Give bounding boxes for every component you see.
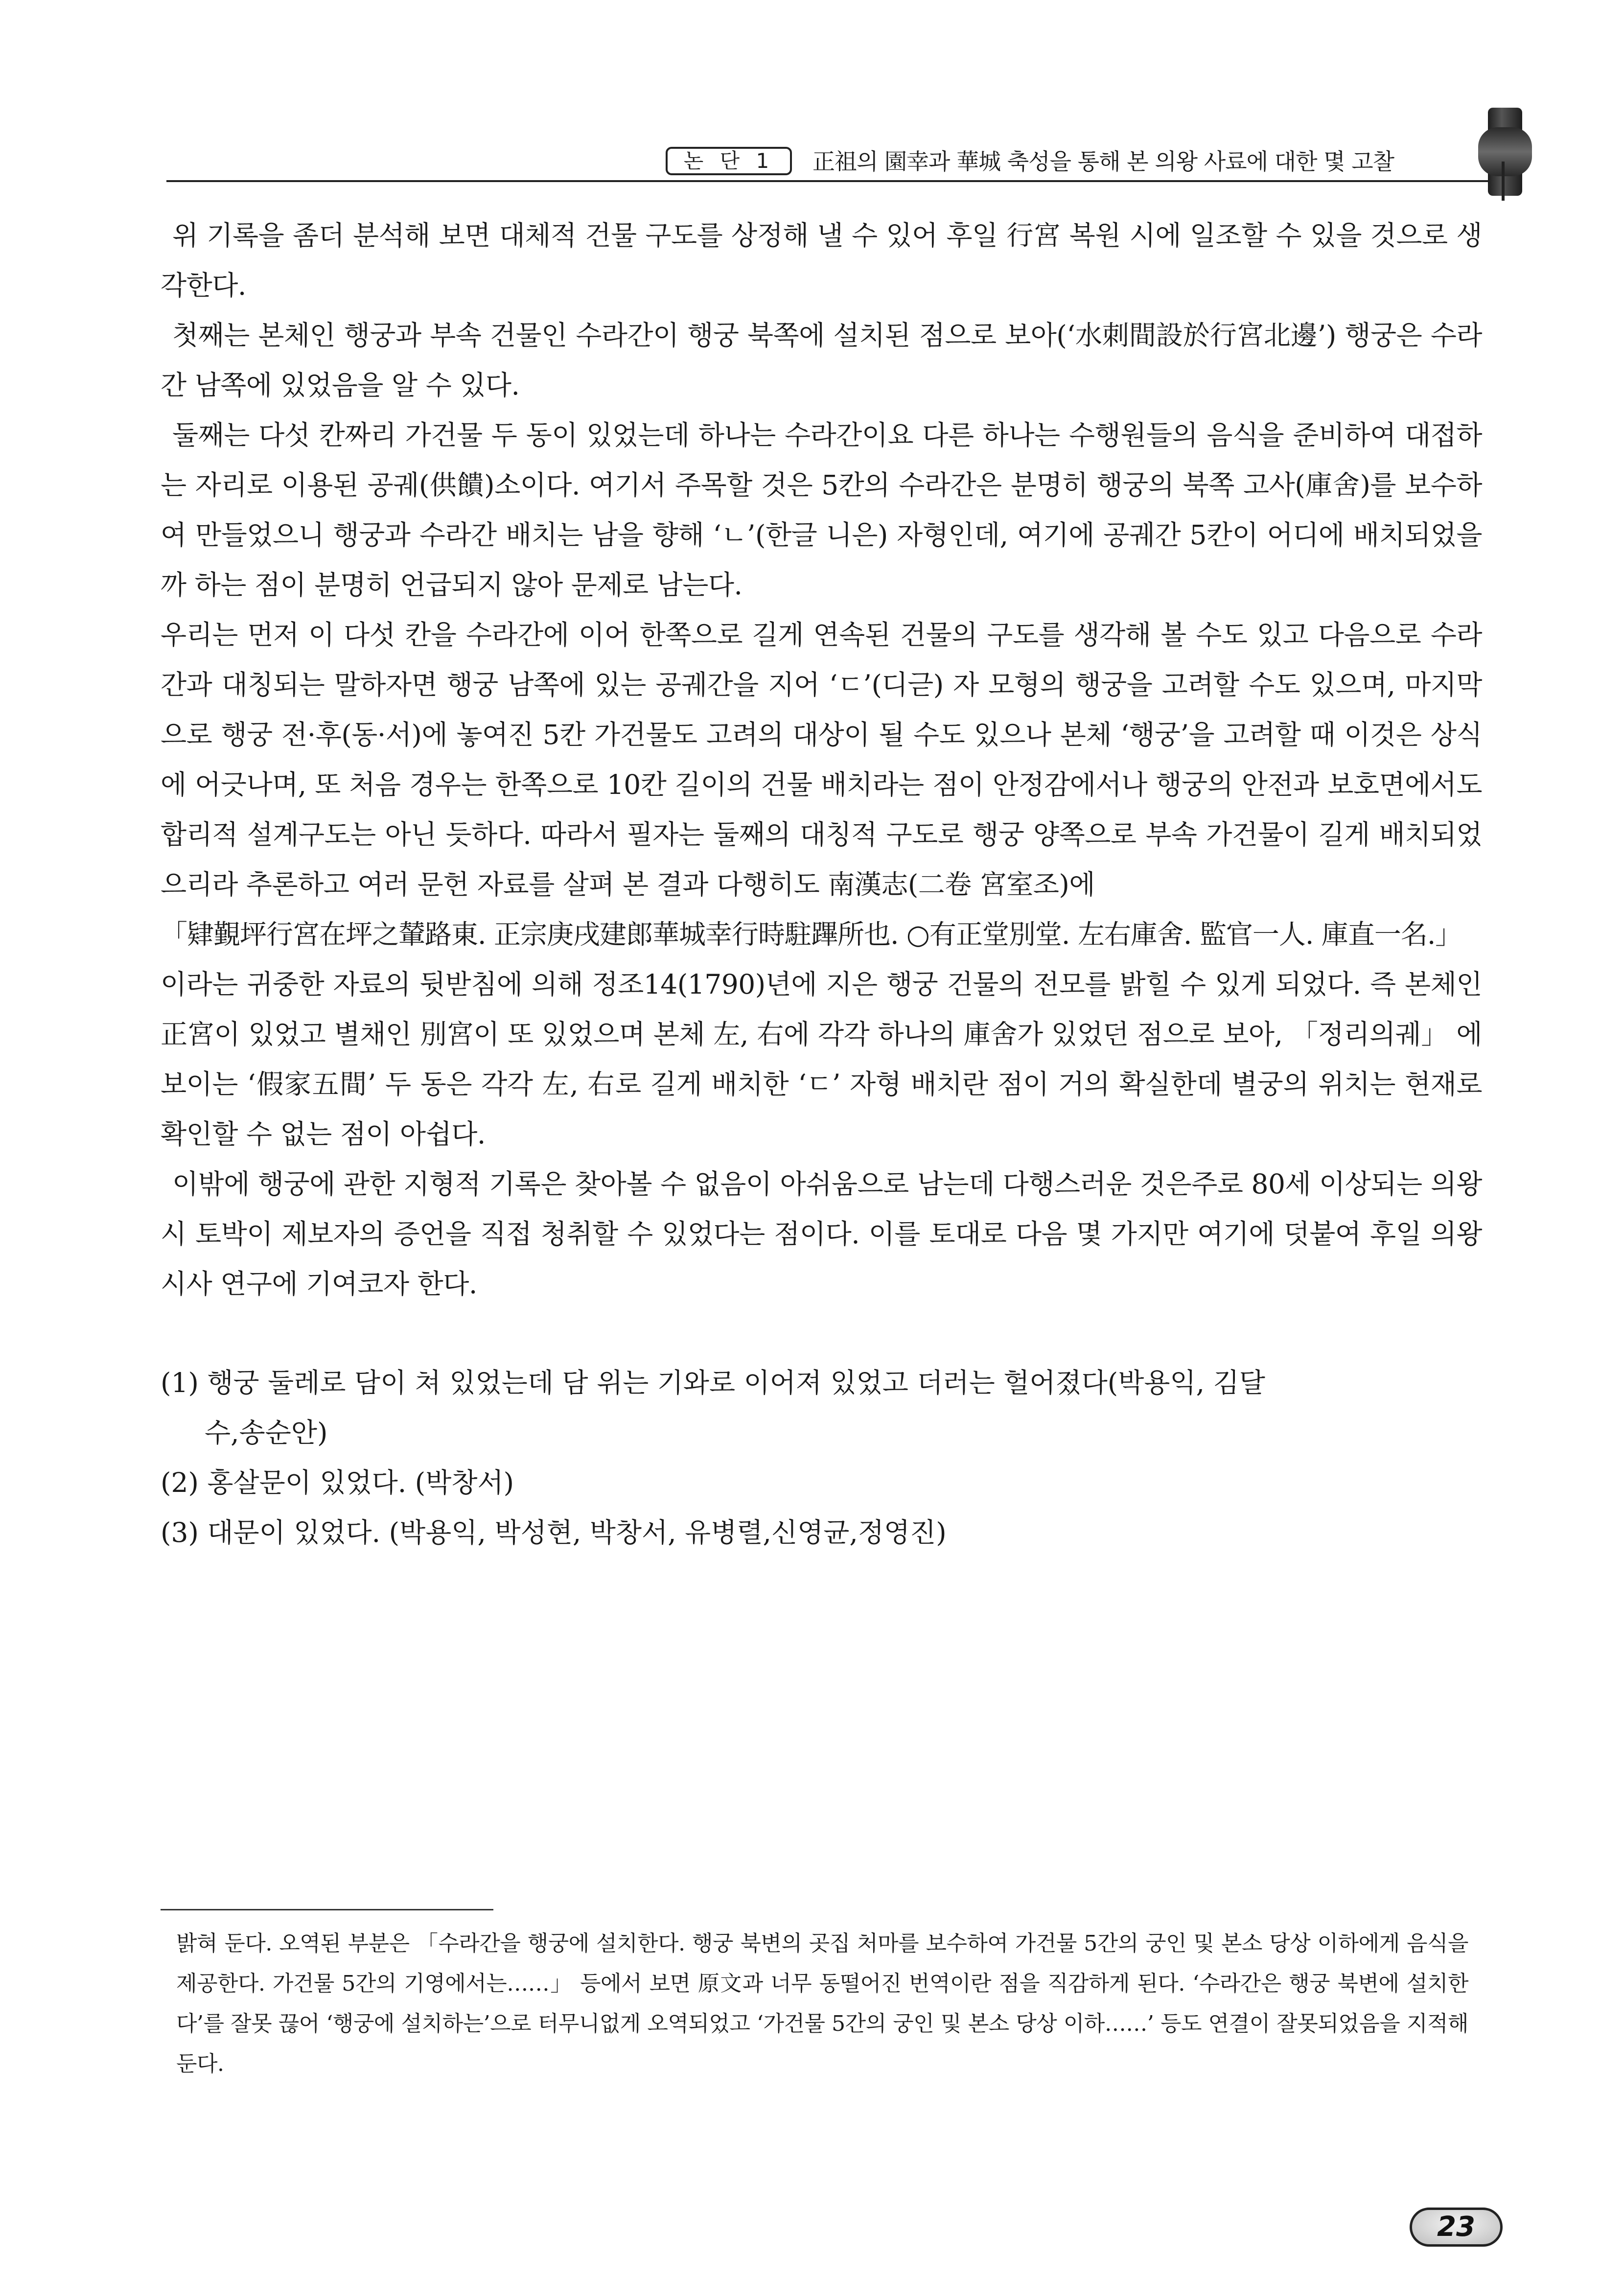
running-title: 正祖의 園幸과 華城 축성을 통해 본 의왕 사료에 대한 몇 고찰 (812, 148, 1394, 175)
list-item (161, 1458, 1482, 1508)
article-body (161, 210, 1482, 1557)
thumb-tab-stem (1502, 162, 1505, 201)
footnote-text: 밝혀 둔다. 오역된 부분은 「수라간을 행궁에 설치한다. 행궁 북변의 곳집 처마를 보수하여 가건물 5간의 궁인 및 본소 당상 이하에게 음식을 제공한다. 가건물 5간의 기영에서는……」 등에서 보면 原文과 너무 동떨어진 번역이란 점을 직감하게 된다. ‘수라간은 행궁 북변에 설치한다’를 잘못 끊어 ‘행궁에 설치하는’으로 터무니없게 오역되었고 ‘가건물 5간의 궁인 및 본소 당상 이하……’ 등도 연결이 잘못되었음을 지적해 둔다. (176, 1931, 1468, 2076)
body-paragraph: 첫째는 본체인 행궁과 부속 건물인 수라간이 행궁 북쪽에 설치된 점으로 보아(‘水刺間設於行宮北邊’) 행궁은 수라간 남쪽에 있었음을 알 수 있다. (161, 320, 1482, 401)
list-text: 홍살문이 있었다. (박창서) (207, 1467, 514, 1498)
body-paragraph: 위 기록을 좀더 분석해 보면 대체적 건물 구도를 상정해 낼 수 있어 후일 行宮 복원 시에 일조할 수 있을 것으로 생각한다. (161, 220, 1482, 301)
list-text: 대문이 있었다. (박용익, 박성현, 박창서, 유병렬,신영균,정영진) (207, 1517, 947, 1548)
list-item (161, 1508, 1482, 1557)
thumb-index-tab (1488, 108, 1522, 196)
section-tag: 논 단 1 (666, 147, 792, 175)
spacer (161, 1309, 1482, 1358)
list-text: 행궁 둘레로 담이 쳐 있었는데 담 위는 기와로 이어져 있었고 더러는 헐어졌다(박용익, 김달 (207, 1367, 1265, 1398)
list-number: (2) (161, 1467, 199, 1498)
header-rule (166, 180, 1503, 182)
page-number-badge (1410, 2208, 1503, 2247)
body-paragraph: 우리는 먼저 이 다섯 칸을 수라간에 이어 한쪽으로 길게 연속된 건물의 구도를 생각해 볼 수도 있고 다음으로 수라간과 대칭되는 말하자면 행궁 남쪽에 있는 공궤간을 지어 ‘ㄷ’(디귿) 자 모형의 행궁을 고려할 수도 있으며, 마지막으로 행궁 전·후(동·서)에 놓여진 5칸 가건물도 고려의 대상이 될 수도 있으나 본체 ‘행궁’을 고려할 때 이것은 상식에 어긋나며, 또 처음 경우는 한쪽으로 10칸 길이의 건물 배치라는 점이 안정감에서나 행궁의 안전과 보호면에서도 합리적 설계구도는 아닌 듯하다. 따라서 필자는 둘째의 대칭적 구도로 행궁 양쪽으로 부속 가건물이 길게 배치되었으리라 추론하고 여러 문헌 자료를 살펴 본 결과 다행히도 南漢志(二卷 宮室조)에 (161, 619, 1482, 900)
page-number: 23 (1437, 2211, 1475, 2243)
body-paragraph: 이밖에 행궁에 관한 지형적 기록은 찾아볼 수 없음이 아쉬움으로 남는데 다행스러운 것은주로 80세 이상되는 의왕시 토박이 제보자의 증언을 직접 청취할 수 있었다는 점이다. 이를 토대로 다음 몇 가지만 여기에 덧붙여 후일 의왕시사 연구에 기여코자 한다. (161, 1168, 1482, 1300)
quoted-source-passage: 「肄覲坪行宮在坪之輦路東. 正宗庚戌建郎華城幸行時駐蹕所也. ○有正堂別堂. 左右庫舍. 監官一人. 庫直一名.」 (161, 919, 1462, 950)
list-item-continuation: 수,송순안) (205, 1417, 328, 1448)
body-paragraph: 이라는 귀중한 자료의 뒷받침에 의해 정조14(1790)년에 지은 행궁 건물의 전모를 밝힐 수 있게 되었다. 즉 본체인 正宮이 있었고 별채인 別宮이 또 있었으며 본체 左, 右에 각각 하나의 庫舍가 있었던 점으로 보아, 「정리의궤」 에 보이는 ‘假家五間’ 두 동은 각각 左, 右로 길게 배치한 ‘ㄷ’ 자형 배치란 점이 거의 확실한데 별궁의 위치는 현재로 확인할 수 없는 점이 아쉽다. (161, 969, 1482, 1150)
testimony-list (161, 1358, 1482, 1557)
list-number: (3) (161, 1517, 199, 1548)
footnote-rule (161, 1909, 493, 1910)
body-paragraph: 둘째는 다섯 칸짜리 가건물 두 동이 있었는데 하나는 수라간이요 다른 하나는 수행원들의 음식을 준비하여 대접하는 자리로 이용된 공궤(供饋)소이다. 여기서 주목할 것은 5칸의 수라간은 분명히 행궁의 북쪽 고사(庫舍)를 보수하여 만들었으니 행궁과 수라간 배치는 남을 향해 ‘ㄴ’(한글 니은) 자형인데, 여기에 공궤간 5칸이 어디에 배치되었을까 하는 점이 분명히 언급되지 않아 문제로 남는다. (161, 419, 1482, 601)
list-item (161, 1358, 1482, 1408)
running-header (0, 0, 1624, 196)
list-number: (1) (161, 1367, 199, 1398)
footnote (176, 1924, 1468, 2084)
